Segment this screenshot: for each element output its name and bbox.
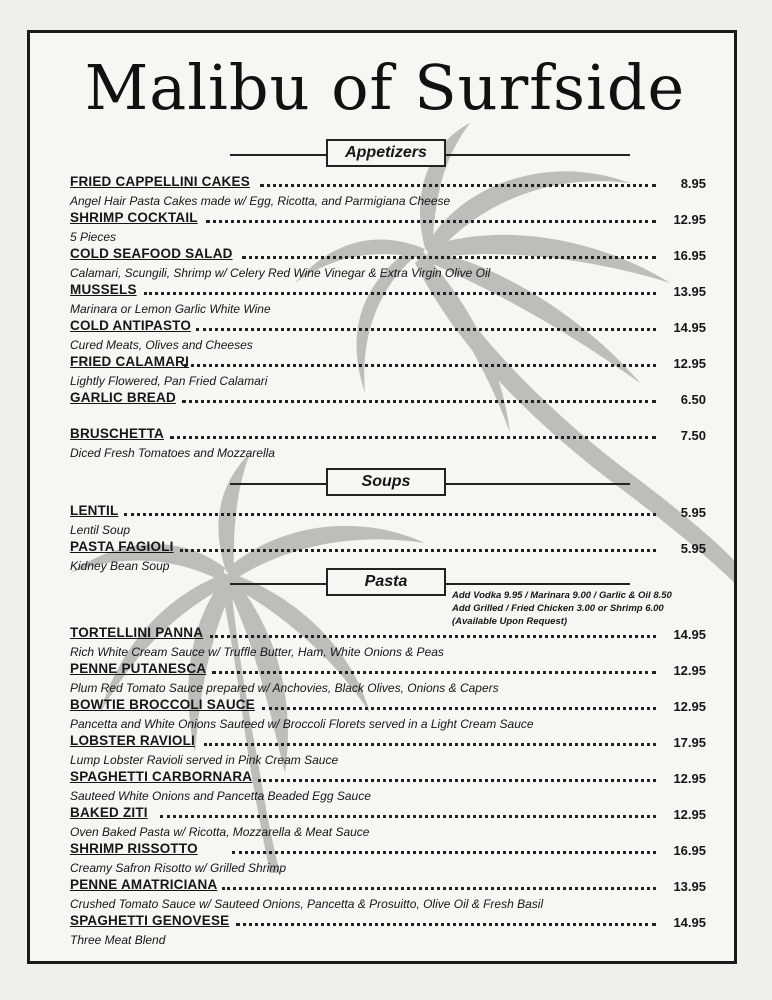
leader-dots bbox=[124, 513, 656, 516]
section-header-appetizers bbox=[30, 139, 737, 169]
menu-item bbox=[70, 697, 706, 732]
item-name: PENNE AMATRICIANA bbox=[70, 877, 218, 892]
menu-item bbox=[70, 246, 706, 281]
item-name: GARLIC BREAD bbox=[70, 390, 176, 405]
item-description: Kidney Bean Soup bbox=[70, 559, 170, 573]
item-name: BAKED ZITI bbox=[70, 805, 148, 820]
menu-item bbox=[70, 913, 706, 948]
item-price: 12.95 bbox=[673, 807, 706, 822]
item-name: SHRIMP RISSOTTO bbox=[70, 841, 198, 856]
menu-item bbox=[70, 877, 706, 912]
item-name: SHRIMP COCKTAIL bbox=[70, 210, 198, 225]
item-description: Cured Meats, Olives and Cheeses bbox=[70, 338, 253, 352]
pasta-addons-note bbox=[452, 589, 672, 628]
item-description: Oven Baked Pasta w/ Ricotta, Mozzarella & Meat Sauce bbox=[70, 825, 370, 839]
leader-dots bbox=[212, 671, 656, 674]
item-price: 12.95 bbox=[673, 663, 706, 678]
item-description: Rich White Cream Sauce w/ Truffle Butter, Ham, White Onions & Peas bbox=[70, 645, 444, 659]
section-title: Pasta bbox=[326, 568, 446, 596]
leader-dots bbox=[236, 923, 656, 926]
item-description: Calamari, Scungili, Shrimp w/ Celery Red Wine Vinegar & Extra Virgin Olive Oil bbox=[70, 266, 491, 280]
menu-item bbox=[70, 390, 706, 408]
item-name: FRIED CAPPELLINI CAKES bbox=[70, 174, 250, 189]
leader-dots bbox=[204, 743, 656, 746]
menu-item bbox=[70, 354, 706, 389]
item-name: LOBSTER RAVIOLI bbox=[70, 733, 196, 748]
leader-dots bbox=[144, 292, 656, 295]
item-price: 13.95 bbox=[673, 879, 706, 894]
item-price: 16.95 bbox=[673, 843, 706, 858]
menu-page bbox=[27, 30, 737, 964]
item-price: 12.95 bbox=[673, 699, 706, 714]
note-line: (Available Upon Request) bbox=[452, 616, 568, 627]
item-description: Lentil Soup bbox=[70, 523, 131, 537]
menu-item bbox=[70, 503, 706, 538]
item-name: PASTA FAGIOLI bbox=[70, 539, 174, 554]
item-name: MUSSELS bbox=[70, 282, 137, 297]
item-description: Pancetta and White Onions Sauteed w/ Broccoli Florets served in a Light Cream Sauce bbox=[70, 717, 534, 731]
leader-dots bbox=[160, 815, 656, 818]
item-price: 13.95 bbox=[673, 284, 706, 299]
menu-item bbox=[70, 282, 706, 317]
item-price: 6.50 bbox=[680, 392, 706, 407]
leader-dots bbox=[262, 707, 656, 710]
restaurant-title: Malibu of Surfside bbox=[84, 51, 686, 124]
leader-dots bbox=[196, 328, 656, 331]
item-name: LENTIL bbox=[70, 503, 119, 518]
item-price: 8.95 bbox=[680, 176, 706, 191]
menu-item bbox=[70, 769, 706, 804]
item-description: Diced Fresh Tomatoes and Mozzarella bbox=[70, 446, 275, 460]
menu-item bbox=[70, 841, 706, 876]
item-price: 14.95 bbox=[673, 915, 706, 930]
note-line: Add Grilled / Fried Chicken 3.00 or Shrimp 6.00 bbox=[452, 603, 664, 614]
item-description: Crushed Tomato Sauce w/ Sauteed Onions, Pancetta & Prosuitto, Olive Oil & Fresh Basil bbox=[70, 897, 544, 911]
item-name: SPAGHETTI CARBORNARA bbox=[70, 769, 253, 784]
item-price: 17.95 bbox=[673, 735, 706, 750]
leader-dots bbox=[184, 364, 656, 367]
section-header-soups bbox=[30, 468, 737, 498]
item-name: FRIED CALAMARI bbox=[70, 354, 190, 369]
item-price: 16.95 bbox=[673, 248, 706, 263]
item-price: 14.95 bbox=[673, 320, 706, 335]
note-line: Add Vodka 9.95 / Marinara 9.00 / Garlic & Oil 8.50 bbox=[452, 590, 672, 601]
item-description: 5 Pieces bbox=[70, 230, 117, 244]
leader-dots bbox=[258, 779, 656, 782]
leader-dots bbox=[206, 220, 656, 223]
menu-item bbox=[70, 733, 706, 768]
item-name: PENNE PUTANESCA bbox=[70, 661, 207, 676]
item-name: SPAGHETTI GENOVESE bbox=[70, 913, 230, 928]
item-description: Angel Hair Pasta Cakes made w/ Egg, Ricotta, and Parmigiana Cheese bbox=[70, 194, 451, 208]
item-description: Marinara or Lemon Garlic White Wine bbox=[70, 302, 271, 316]
menu-item bbox=[70, 805, 706, 840]
item-name: COLD SEAFOOD SALAD bbox=[70, 246, 233, 261]
menu-item bbox=[70, 661, 706, 696]
menu-item bbox=[70, 210, 706, 245]
item-price: 12.95 bbox=[673, 212, 706, 227]
leader-dots bbox=[260, 184, 656, 187]
item-description: Sauteed White Onions and Pancetta Beaded Egg Sauce bbox=[70, 789, 371, 803]
leader-dots bbox=[180, 549, 656, 552]
item-description: Three Meat Blend bbox=[70, 933, 166, 947]
section-title: Appetizers bbox=[326, 139, 446, 167]
item-name: BOWTIE BROCCOLI SAUCE bbox=[70, 697, 255, 712]
menu-item bbox=[70, 426, 706, 461]
leader-dots bbox=[170, 436, 656, 439]
leader-dots bbox=[210, 635, 656, 638]
leader-dots bbox=[232, 851, 656, 854]
item-description: Lump Lobster Ravioli served in Pink Cream Sauce bbox=[70, 753, 339, 767]
item-name: COLD ANTIPASTO bbox=[70, 318, 192, 333]
item-price: 12.95 bbox=[673, 771, 706, 786]
item-price: 7.50 bbox=[680, 428, 706, 443]
menu-item bbox=[70, 174, 706, 209]
leader-dots bbox=[242, 256, 656, 259]
item-name: TORTELLINI PANNA bbox=[70, 625, 204, 640]
item-price: 5.95 bbox=[680, 505, 706, 520]
item-description: Creamy Safron Risotto w/ Grilled Shrimp bbox=[70, 861, 287, 875]
item-price: 5.95 bbox=[680, 541, 706, 556]
leader-dots bbox=[182, 400, 656, 403]
item-price: 12.95 bbox=[673, 356, 706, 371]
item-description: Lightly Flowered, Pan Fried Calamari bbox=[70, 374, 268, 388]
menu-item bbox=[70, 318, 706, 353]
item-name: BRUSCHETTA bbox=[70, 426, 164, 441]
item-description: Plum Red Tomato Sauce prepared w/ Anchovies, Black Olives, Onions & Capers bbox=[70, 681, 499, 695]
menu-item bbox=[70, 625, 706, 660]
section-title: Soups bbox=[326, 468, 446, 496]
leader-dots bbox=[222, 887, 656, 890]
item-price: 14.95 bbox=[673, 627, 706, 642]
